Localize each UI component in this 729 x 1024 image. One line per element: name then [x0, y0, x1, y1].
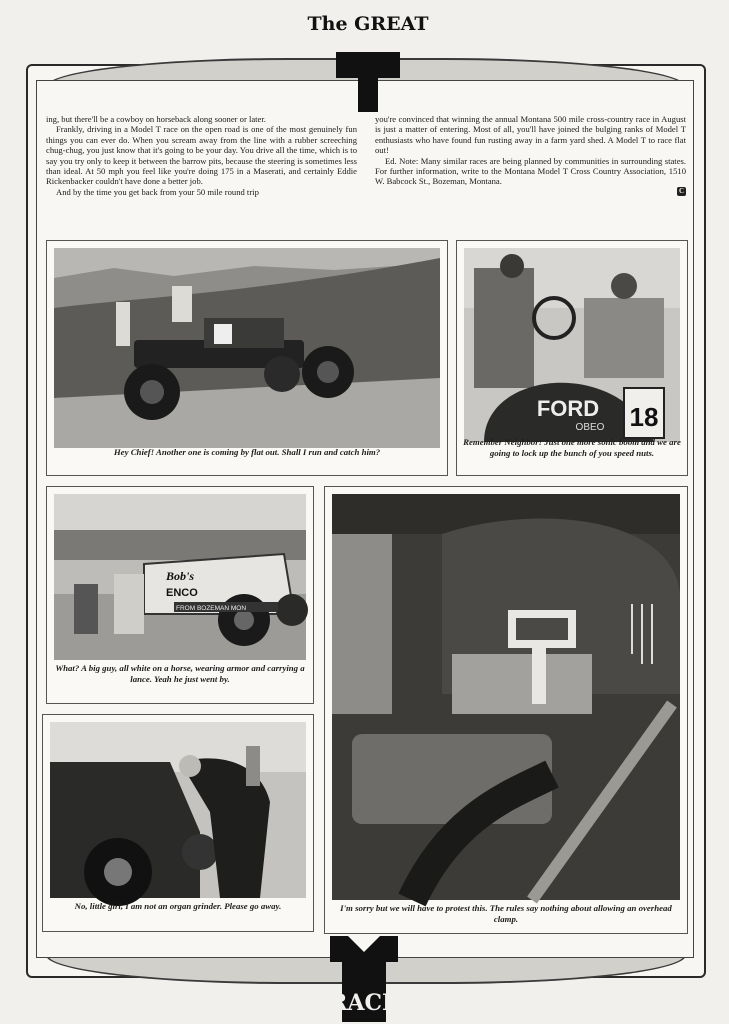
car-text-bobs: Bob's	[166, 569, 195, 583]
logo-word-race: RACE	[329, 990, 399, 1016]
photo-engine-overhead-clamp	[332, 494, 680, 900]
great-t-logo	[307, 8, 429, 114]
photo-panel-2	[456, 240, 688, 476]
car-text-enco: ENCO	[166, 587, 198, 599]
paragraph: And by the time you get back from your 50 mile round trip	[56, 186, 259, 197]
paragraph: you're convinced that winning the annual Montana 500 mile cross-country race in August is just a matter of entering. Most of all, you'll have joined the bulging ranks of Model T enthusiasts who have found fun rusting away in a farm yard shed. A Model T to race flat out!	[375, 114, 686, 156]
photo-ford-18	[464, 248, 680, 442]
race-logo	[326, 932, 402, 1024]
car-text-sub: OBEO	[575, 422, 605, 433]
car-number: 18	[629, 402, 659, 432]
photo-panel-3	[46, 486, 314, 704]
paragraph: Frankly, driving in a Model T race on the open road is one of the most genuinely fun things you can ever do. When you scream away from the line with a rubber screeching chug-chug, you just know that it's going to be your day. You drive all the time, which is to say you try only to keep it between the barrow pits, because the steering is sometimes less than ideal. At 50 mph you feel like you're doing 175 in a Maserati, and certainly Eddie Rickenbacker couldn't have done a better job.	[46, 124, 357, 187]
caption-photo-5: I'm sorry but we will have to protest this. The rules say nothing about allowing an overhead clamp.	[340, 903, 672, 924]
photo-panel-1	[46, 240, 448, 476]
caption-photo-2: Remember Neighbor! Just one more sonic boom and we are going to lock up the bunch of you speed nuts.	[463, 437, 681, 458]
paragraph: Ed. Note: Many similar races are being planned by communities in surrounding states. For further information, write to the Montana Model T Cross Country Association, 1510 W. Babcock St., Bozeman, Montana.	[375, 155, 686, 187]
photo-man-leaning-on-car	[50, 722, 306, 898]
article-column-2	[375, 114, 686, 232]
caption-photo-1: Hey Chief! Another one is coming by flat out. Shall I run and catch him?	[113, 447, 381, 457]
photo-panel-5	[324, 486, 688, 934]
paragraph: ing, but there'll be a cowboy on horseback along sooner or later.	[46, 114, 266, 124]
article-text	[46, 114, 686, 232]
photo-bobs-enco-car	[54, 494, 306, 660]
caption-photo-3: What? A big guy, all white on a horse, wearing armor and carrying a lance. Yeah he just went by.	[55, 663, 305, 684]
end-mark-icon: C	[678, 186, 685, 195]
logo-word-great: The GREAT	[307, 13, 429, 35]
car-text-bozeman: FROM BOZEMAN MON	[176, 605, 247, 612]
photo-panel-4	[42, 714, 314, 932]
car-text-ford: FORD	[536, 396, 600, 421]
caption-photo-4: No, little girl, I am not an organ grinder. Please go away.	[74, 901, 282, 911]
article-column-1	[46, 114, 357, 232]
photo-model-t-on-road	[54, 248, 440, 448]
